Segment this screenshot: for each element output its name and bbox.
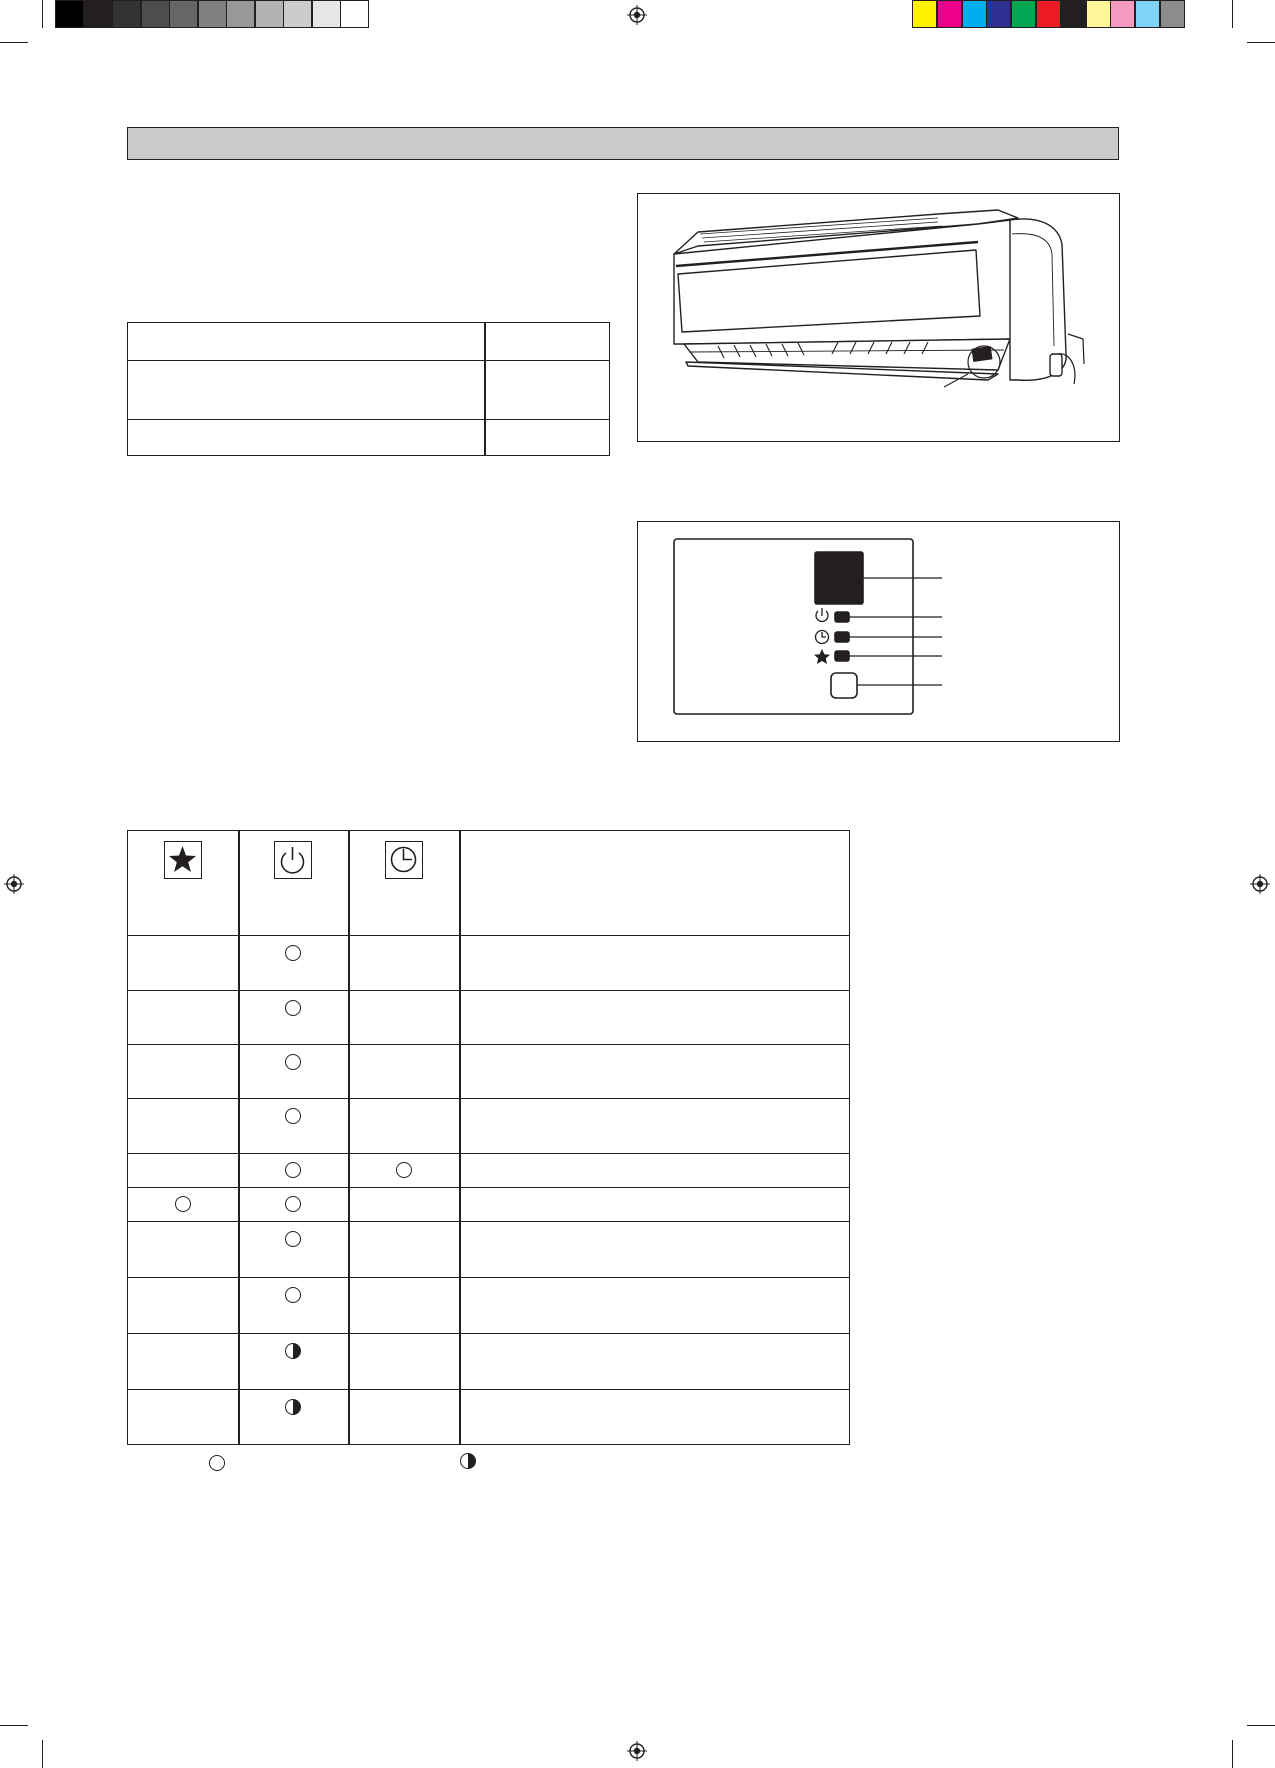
table-row — [128, 1044, 849, 1098]
crop-mark — [0, 1725, 28, 1726]
air-conditioner-drawing — [638, 194, 1118, 440]
crop-mark — [1232, 0, 1233, 28]
info-table — [127, 322, 610, 456]
power-indicator-blink — [285, 1399, 301, 1415]
indoor-unit-figure — [637, 193, 1120, 442]
gray-swatch — [312, 0, 341, 28]
power-indicator-on — [285, 1196, 301, 1212]
gray-swatch — [255, 0, 284, 28]
table-row — [128, 1333, 849, 1389]
power-indicator-on — [285, 1231, 301, 1247]
power-indicator-on — [285, 1000, 301, 1016]
color-swatch — [986, 0, 1011, 28]
power-indicator-on — [285, 1287, 301, 1303]
timer-lamp — [835, 632, 849, 642]
column-divider — [484, 323, 486, 455]
section-title-bar — [127, 127, 1119, 160]
power-indicator-blink — [285, 1343, 301, 1359]
gray-swatch — [112, 0, 141, 28]
table-row — [128, 1098, 849, 1153]
gray-swatch — [141, 0, 170, 28]
table-row — [128, 1153, 849, 1187]
registration-mark-top — [627, 5, 647, 25]
color-swatch — [1086, 0, 1111, 28]
crop-mark — [42, 1740, 43, 1768]
table-row — [128, 1389, 849, 1444]
table-row — [128, 990, 849, 1044]
indicator-table — [127, 830, 850, 1445]
legend-on-symbol — [209, 1455, 225, 1471]
timer-indicator-on — [396, 1162, 412, 1178]
gray-swatch — [283, 0, 312, 28]
power-lamp — [835, 612, 849, 622]
led-display — [815, 552, 863, 604]
gray-swatch — [55, 0, 84, 28]
power-indicator-on — [285, 1162, 301, 1178]
crop-mark — [1247, 1725, 1275, 1726]
color-swatch — [1036, 0, 1061, 28]
legend-blink-symbol — [460, 1453, 476, 1469]
signal-receiver — [831, 673, 857, 698]
registration-mark-right — [1250, 874, 1270, 894]
color-swatch — [1110, 0, 1135, 28]
power-indicator-on — [285, 1108, 301, 1124]
color-swatch — [1135, 0, 1160, 28]
color-swatch — [1160, 0, 1185, 28]
color-swatch — [1011, 0, 1036, 28]
table-row — [128, 323, 609, 361]
gray-swatch — [169, 0, 198, 28]
color-swatch — [962, 0, 987, 28]
table-row — [128, 935, 849, 990]
color-swatch — [912, 0, 937, 28]
header-timer-icon — [385, 841, 423, 879]
registration-mark-bottom — [627, 1741, 647, 1761]
crop-mark — [0, 42, 28, 43]
gray-swatch — [340, 0, 369, 28]
crop-mark — [42, 0, 43, 28]
crop-mark — [1247, 42, 1275, 43]
crop-mark — [1232, 1740, 1233, 1768]
star-indicator-on — [175, 1196, 191, 1212]
gray-swatch — [84, 0, 113, 28]
registration-mark-left — [4, 874, 24, 894]
header-power-icon — [274, 841, 312, 879]
power-indicator-on — [285, 1054, 301, 1070]
color-swatch — [937, 0, 962, 28]
power-indicator-on — [285, 945, 301, 961]
table-row — [128, 1277, 849, 1333]
star-lamp — [835, 651, 849, 661]
gray-swatch — [198, 0, 227, 28]
color-swatch — [1061, 0, 1086, 28]
gray-swatch — [226, 0, 255, 28]
display-panel-drawing — [638, 522, 1118, 740]
table-row — [128, 1221, 849, 1277]
table-row — [128, 361, 609, 420]
table-row — [128, 1187, 849, 1221]
table-row — [128, 420, 609, 455]
display-panel-figure — [637, 521, 1120, 742]
header-star-icon — [164, 841, 202, 879]
